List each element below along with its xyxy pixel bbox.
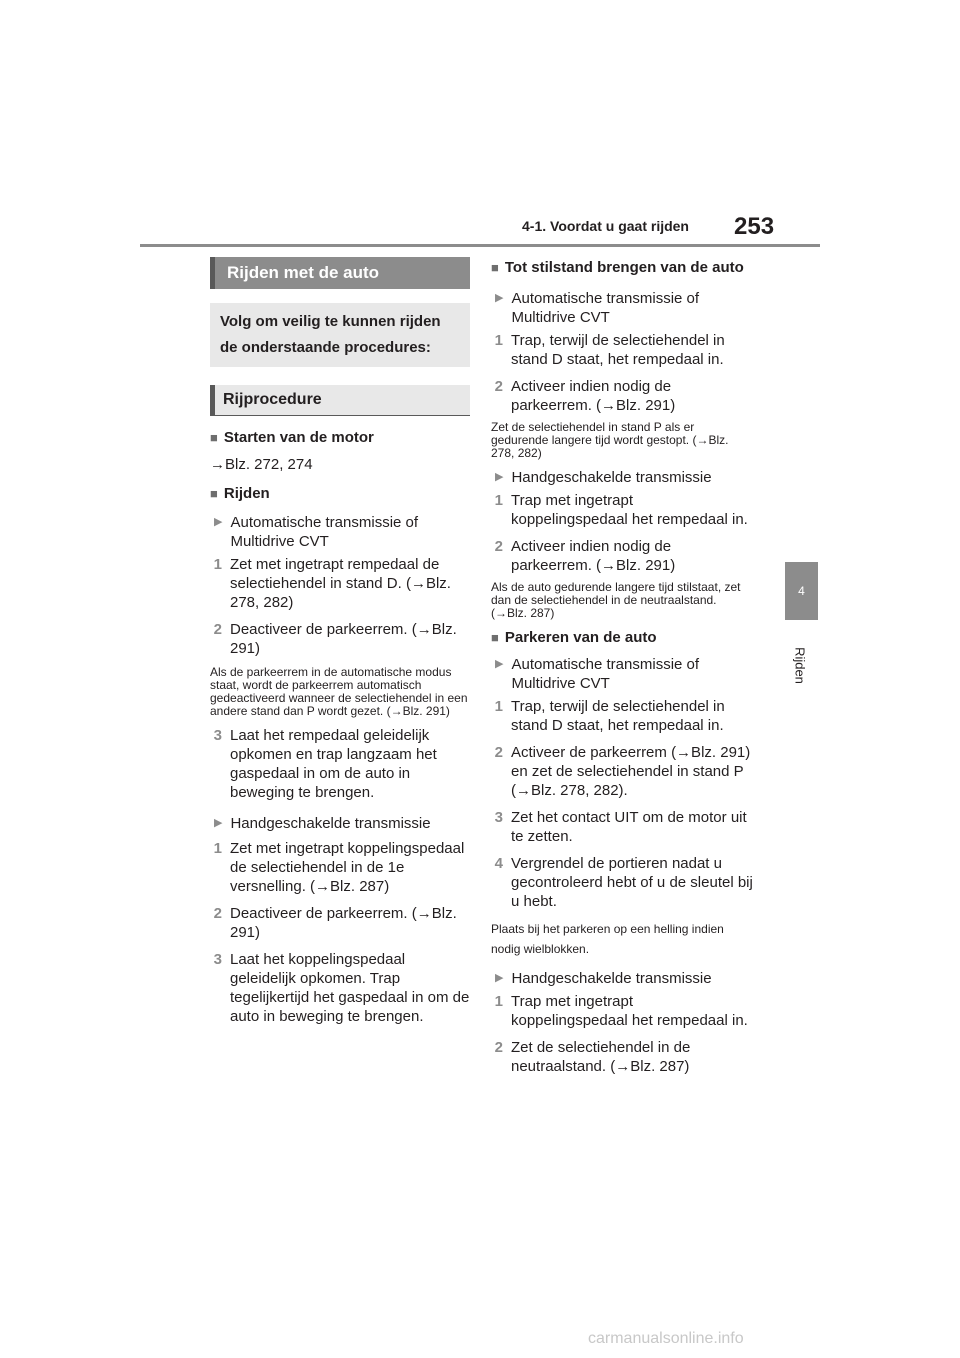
chapter-tab-label: Rijden: [792, 647, 808, 684]
intro-box: Volg om veilig te kunnen rijden de onderstaande procedures:: [210, 303, 470, 367]
step-item: 2 Activeer indien nodig de parkeerrem. (→Blz. 291): [494, 378, 676, 414]
step-item: 1 Trap met ingetrapt koppelingspedaal het rempedaal in.: [494, 993, 748, 1029]
triangle-bullet-icon: ▶: [495, 292, 504, 304]
triangle-bullet-icon: ▶: [495, 658, 504, 670]
square-bullet-icon: ■: [491, 630, 499, 645]
section-title: 4-1. Voordat u gaat rijden: [522, 218, 689, 234]
topic-heading: ■ Tot stilstand brengen van de auto: [491, 257, 753, 279]
subtopic-heading: ▶ Handgeschakelde transmissie: [495, 469, 712, 486]
subsection-heading: Rijprocedure: [210, 385, 470, 416]
step-item: 1 Trap met ingetrapt koppelingspedaal het rempedaal in.: [494, 492, 748, 528]
chapter-tab[interactable]: 4: [785, 562, 818, 620]
topic-heading: ■ Parkeren van de auto: [491, 629, 657, 646]
square-bullet-icon: ■: [210, 486, 218, 501]
note-text: Als de auto gedurende langere tijd stilstaat, zet dan de selectiehendel in de neutraalstand. (→Blz. 287): [491, 580, 741, 620]
subtopic-heading: ▶ Automatische transmissie of Multidrive CVT: [495, 656, 700, 692]
step-item: 1 Zet met ingetrapt rempedaal de selectiehendel in stand D. (→Blz. 278, 282): [213, 556, 451, 611]
topic-heading: ■ Starten van de motor: [210, 429, 374, 446]
note-text: Plaats bij het parkeren op een helling indien nodig wielblokken.: [491, 922, 724, 956]
left-column: [210, 257, 470, 1026]
step-item: 4 Vergrendel de portieren nadat u gecontroleerd hebt of u de sleutel bij u hebt.: [494, 855, 753, 910]
step-item: 2 Activeer indien nodig de parkeerrem. (→Blz. 291): [494, 538, 676, 574]
step-item: 2 Activeer de parkeerrem (→Blz. 291) en zet de selectiehendel in stand P (→Blz. 278, 282).: [494, 744, 751, 799]
square-bullet-icon: ■: [210, 430, 218, 445]
subtopic-heading: ▶ Automatische transmissie of Multidrive CVT: [495, 290, 700, 326]
triangle-bullet-icon: ▶: [495, 972, 504, 984]
triangle-bullet-icon: ▶: [495, 471, 504, 483]
step-item: 1 Zet met ingetrapt koppelingspedaal de selectiehendel in de 1e versnelling. (→Blz. 287): [213, 840, 465, 895]
subtopic-heading: ▶ Automatische transmissie of Multidrive CVT: [214, 514, 419, 550]
page-reference[interactable]: →Blz. 272, 274: [210, 456, 313, 473]
step-item: 1 Trap, terwijl de selectiehendel in stand D staat, het rempedaal in.: [494, 332, 725, 368]
watermark: carmanualsonline.info: [588, 1330, 744, 1347]
step-item: 1 Trap, terwijl de selectiehendel in stand D staat, het rempedaal in.: [494, 698, 725, 734]
subtopic-heading: ▶ Handgeschakelde transmissie: [495, 970, 712, 987]
note-text: Als de parkeerrem in de automatische modus staat, wordt de parkeerrem automatisch gedeactiveerd wanneer de selectiehendel in een andere stand dan P wordt gezet. (→Blz. 291): [210, 665, 468, 718]
step-item: 2 Zet de selectiehendel in de neutraalstand. (→Blz. 287): [494, 1039, 691, 1075]
note-text: Zet de selectiehendel in stand P als er gedurende langere tijd wordt gestopt. (→Blz. 278, 282): [491, 420, 729, 460]
header-rule: [140, 244, 820, 247]
step-item: 3 Laat het rempedaal geleidelijk opkomen en trap langzaam het gaspedaal in om de auto in beweging te brengen.: [213, 727, 437, 801]
subtopic-heading: ▶ Handgeschakelde transmissie: [214, 815, 431, 832]
step-item: 2 Deactiveer de parkeerrem. (→Blz. 291): [213, 905, 457, 941]
section-heading: Rijden met de auto: [210, 257, 470, 289]
square-bullet-icon: ■: [491, 260, 499, 275]
page-number: 253: [734, 213, 775, 240]
step-item: 3 Zet het contact UIT om de motor uit te zetten.: [494, 809, 747, 845]
right-column: [491, 257, 753, 1076]
triangle-bullet-icon: ▶: [214, 817, 223, 829]
triangle-bullet-icon: ▶: [214, 516, 223, 528]
step-item: 3 Laat het koppelingspedaal geleidelijk opkomen. Trap tegelijkertijd het gaspedaal in om de auto in beweging te brengen.: [213, 951, 470, 1025]
topic-heading: ■ Rijden: [210, 485, 270, 502]
step-item: 2 Deactiveer de parkeerrem. (→Blz. 291): [213, 621, 457, 657]
